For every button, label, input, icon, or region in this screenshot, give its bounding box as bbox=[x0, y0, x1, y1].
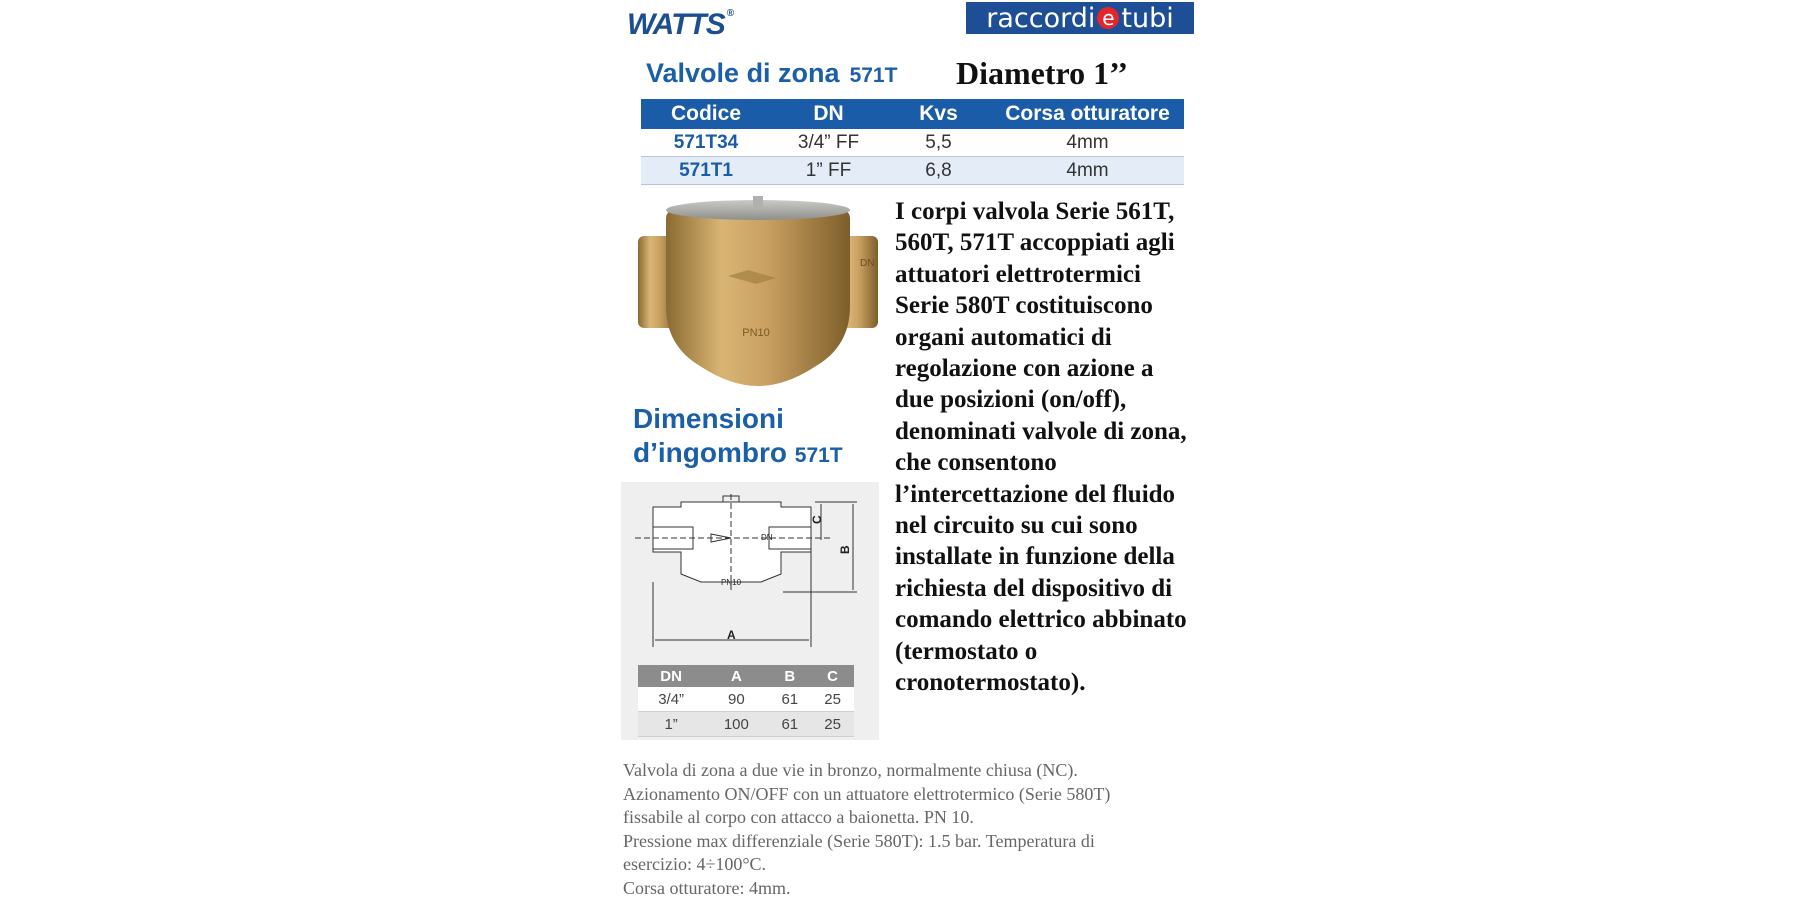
note-line: Valvola di zona a due vie in bronzo, normalmente chiusa (NC). bbox=[623, 760, 1078, 780]
dimensions-table-header-row bbox=[638, 665, 854, 687]
note-line: Corsa otturatore: 4mm. bbox=[623, 877, 791, 898]
logo-text-e: e bbox=[1097, 7, 1119, 29]
valve-product-image bbox=[636, 196, 880, 392]
raccordi-e-tubi-logo bbox=[966, 2, 1194, 34]
drawing-label-c: C bbox=[810, 515, 824, 524]
technical-notes bbox=[623, 759, 1183, 900]
spec-header-dn: DN bbox=[771, 99, 886, 129]
dim-cell-b: 61 bbox=[768, 687, 811, 712]
spec-cell-kvs: 5,5 bbox=[886, 129, 991, 157]
drawing-label-pn: PN10 bbox=[721, 578, 742, 587]
dim-header-a: A bbox=[704, 665, 768, 687]
product-description: I corpi valvola Serie 561T, 560T, 571T accoppiati agli attuatori elettrotermici Serie 580T costituiscono organi automatici di regolazione con azione a due posizioni (on/off), denominati valvole di zona, che consentono l’intercettazione del fluido nel circuito su cui sono installate in funzione della richiesta del dispositivo di comando elettrico abbinato (termostato o cronotermostato). bbox=[895, 198, 1187, 697]
svg-text:DN: DN bbox=[860, 258, 875, 269]
dim-cell-a: 100 bbox=[704, 712, 768, 737]
dim-header-b: B bbox=[768, 665, 811, 687]
table-row bbox=[638, 687, 854, 712]
drawing-label-dn: DN bbox=[761, 533, 773, 542]
product-title-text: Valvole di zona bbox=[646, 58, 840, 88]
spec-cell-kvs: 6,8 bbox=[886, 157, 991, 185]
dim-cell-c: 25 bbox=[811, 712, 854, 737]
spec-header-corsa: Corsa otturatore bbox=[991, 99, 1184, 129]
drawing-label-a: A bbox=[727, 628, 736, 642]
table-row bbox=[638, 712, 854, 737]
spec-cell-code: 571T1 bbox=[641, 157, 771, 185]
spec-cell-corsa: 4mm bbox=[991, 129, 1184, 157]
note-line: fissabile al corpo con attacco a baionetta. PN 10. bbox=[623, 807, 974, 827]
dimensions-table bbox=[638, 665, 854, 737]
product-title-code: 571T bbox=[849, 64, 898, 87]
dim-cell-a: 90 bbox=[704, 687, 768, 712]
dim-cell-dn: 3/4” bbox=[638, 687, 704, 712]
note-line: Azionamento ON/OFF con un attuatore elettrotermico (Serie 580T) bbox=[623, 783, 1111, 804]
drawing-label-b: B bbox=[838, 545, 852, 554]
dimensions-heading-code: 571T bbox=[794, 444, 843, 467]
dim-header-dn: DN bbox=[638, 665, 704, 687]
diameter-heading: Diametro 1’’ bbox=[956, 55, 1129, 91]
note-line: esercizio: 4÷100°C. bbox=[623, 854, 767, 874]
dimensions-panel bbox=[621, 482, 879, 740]
spec-header-codice: Codice bbox=[641, 99, 771, 129]
spec-table-header-row bbox=[641, 99, 1184, 129]
spec-header-kvs: Kvs bbox=[886, 99, 991, 129]
spec-cell-corsa: 4mm bbox=[991, 157, 1184, 185]
note-line: Pressione max differenziale (Serie 580T): 1.5 bar. Temperatura di bbox=[623, 830, 1095, 851]
spec-cell-code: 571T34 bbox=[641, 129, 771, 157]
dim-cell-b: 61 bbox=[768, 712, 811, 737]
table-row bbox=[641, 157, 1184, 185]
dimensions-heading-line2: d’ingombro bbox=[633, 437, 787, 468]
watts-logo: WATTS ® bbox=[627, 8, 734, 41]
table-row bbox=[641, 129, 1184, 157]
spec-cell-dn: 3/4” FF bbox=[771, 129, 886, 157]
dim-cell-c: 25 bbox=[811, 687, 854, 712]
logo-text-tubi: tubi bbox=[1121, 2, 1174, 34]
svg-text:PN10: PN10 bbox=[742, 327, 770, 339]
spec-table bbox=[641, 99, 1184, 185]
dimensions-heading-line1: Dimensioni bbox=[633, 403, 784, 434]
spec-cell-dn: 1” FF bbox=[771, 157, 886, 185]
dim-cell-dn: 1” bbox=[638, 712, 704, 737]
dimensions-heading bbox=[633, 402, 843, 473]
technical-drawing bbox=[621, 482, 879, 662]
watts-logo-text: WATTS bbox=[627, 8, 725, 41]
dim-header-c: C bbox=[811, 665, 854, 687]
logo-text-raccordi: raccordi bbox=[986, 2, 1096, 34]
product-title bbox=[646, 58, 897, 89]
